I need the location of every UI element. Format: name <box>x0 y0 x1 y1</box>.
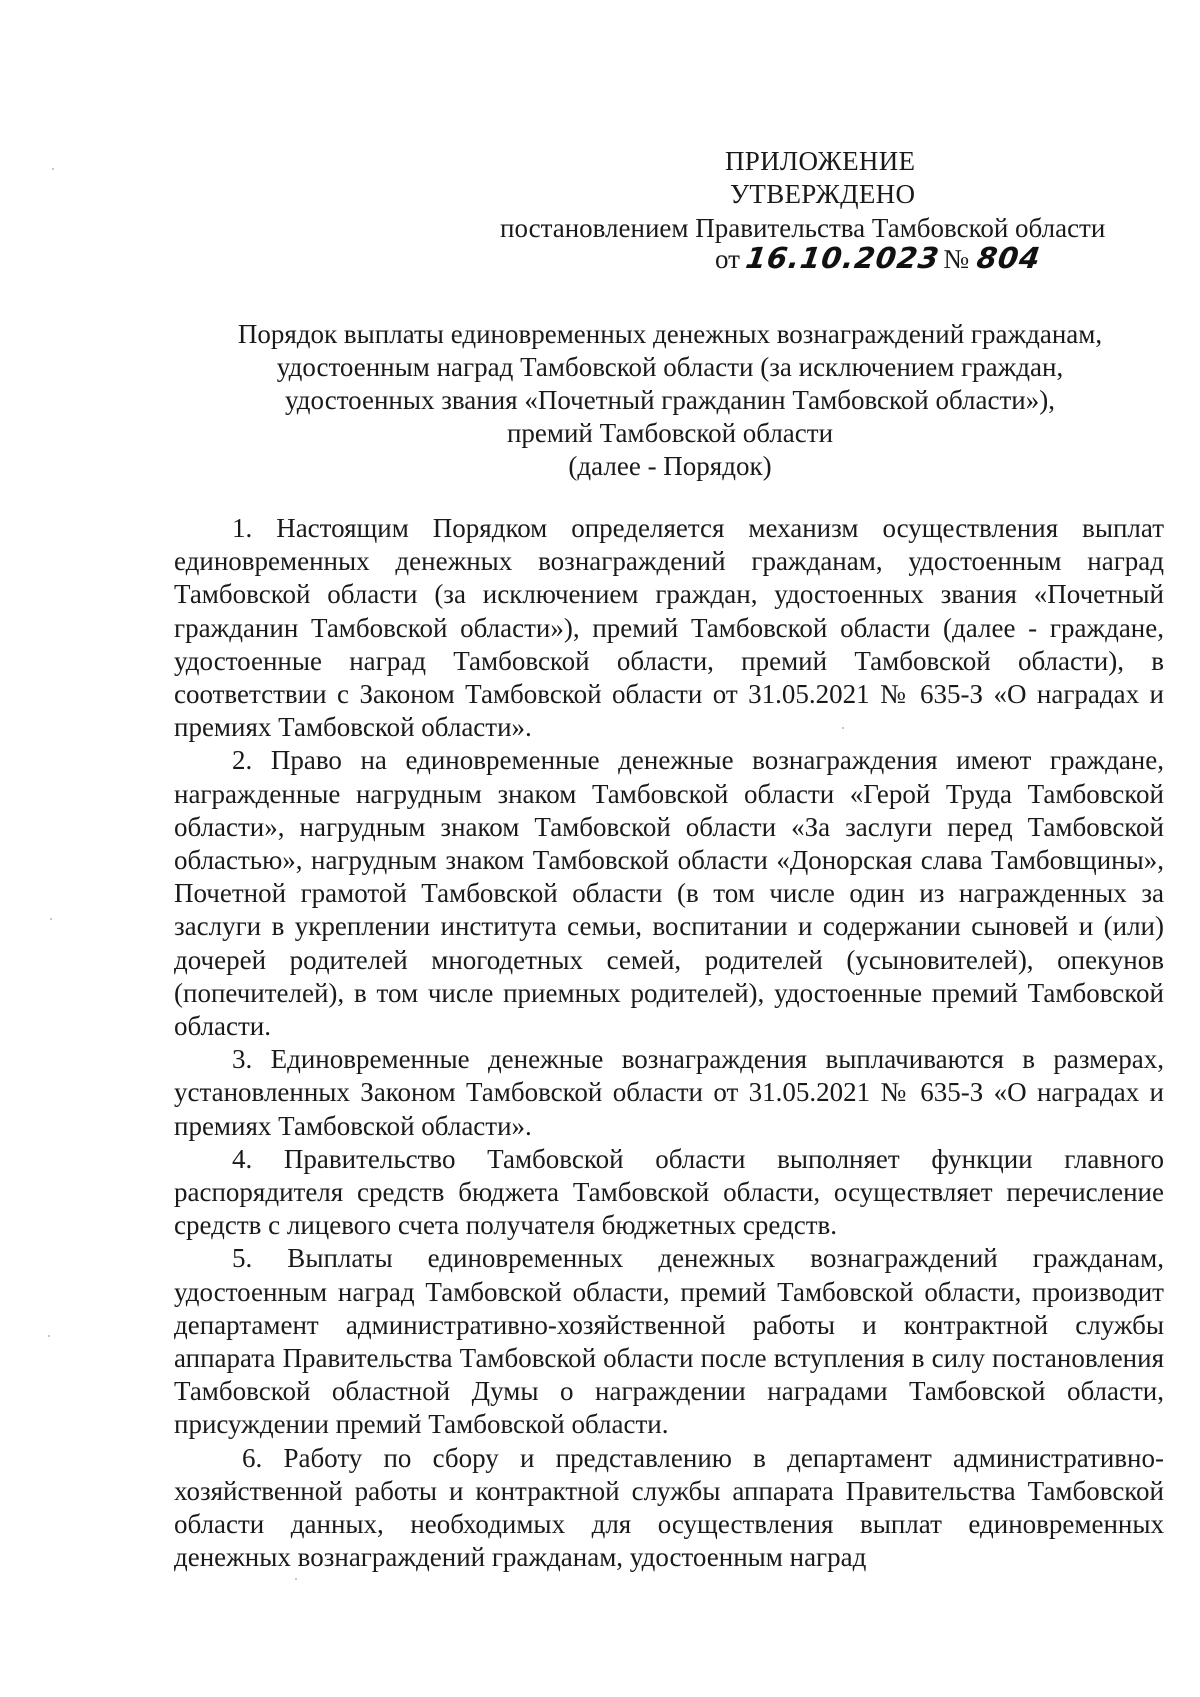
document-title <box>170 318 1170 483</box>
handwritten-number: 804 <box>974 241 1044 275</box>
paragraph-2: 2. Право на единовременные денежные вознаграждения имеют граждане, награжденные нагрудным знаком Тамбовской области «Герой Труда Тамбовской области», нагрудным знаком Тамбовской области «За заслуги перед Тамбовской областью», нагрудным знаком Тамбовской области «Донорская слава Тамбовщины», Почетной грамотой Тамбовской области (в том числе один из награжденных за заслуги в укреплении института семьи, воспитании и содержании сыновей и (или) дочерей родителей многодетных семей, родителей (усыновителей), опекунов (попечителей), в том числе приемных родителей), удостоенные премий Тамбовской области. <box>174 745 1164 1042</box>
scan-speck <box>52 168 54 170</box>
approved-label: УТВЕРЖДЕНО <box>730 179 916 209</box>
title-line: премий Тамбовской области <box>506 418 834 448</box>
decree-date-line <box>715 240 1044 277</box>
title-line: удостоенным наград Тамбовской области (за исключением граждан, <box>276 352 1064 382</box>
title-line: (далее - Порядок) <box>568 451 772 481</box>
paragraph-3: 3. Единовременные денежные вознаграждения выплачиваются в размерах, установленных Законом Тамбовской области от 31.05.2021 № 635-З «О наградах и премиях Тамбовской области». <box>174 1044 1164 1141</box>
number-sign: № <box>943 244 970 274</box>
scan-speck <box>842 727 844 729</box>
decree-line: постановлением Правительства Тамбовской области <box>500 213 1106 243</box>
appendix-label: ПРИЛОЖЕНИЕ <box>725 146 916 176</box>
paragraph-1: 1. Настоящим Порядком определяется механизм осуществления выплат единовременных денежных вознаграждений гражданам, удостоенным наград Тамбовской области (за исключением граждан, удостоенных звания «Почетный гражданин Тамбовской области»), премий Тамбовской области (далее - граждане, удостоенные наград Тамбовской области, премий Тамбовской области), в соответствии с Законом Тамбовской области от 31.05.2021 № 635-З «О наградах и премиях Тамбовской области». <box>174 513 1164 743</box>
date-prefix: от <box>715 244 740 274</box>
scan-speck <box>50 918 52 920</box>
title-line: удостоенных звания «Почетный гражданин Тамбовской области»), <box>285 385 1055 415</box>
paragraph-4: 4. Правительство Тамбовской области выполняет функции главного распорядителя средств бюджета Тамбовской области, осуществляет перечисление средств с лицевого счета получателя бюджетных средств. <box>174 1143 1164 1241</box>
title-line: Порядок выплаты единовременных денежных вознаграждений гражданам, <box>237 319 1103 349</box>
paragraph-6: 6. Работу по сбору и представлению в департамент административно-хозяйственной работы и контрактной службы аппарата Правительства Тамбовской области данных, необходимых для осуществления выплат единовременных денежных вознаграждений гражданам, удостоенным наград <box>174 1442 1164 1573</box>
document-body <box>174 512 1164 1575</box>
scan-speck <box>295 1578 297 1580</box>
paragraph-5: 5. Выплаты единовременных денежных вознаграждений гражданам, удостоенным наград Тамбовской области, премий Тамбовской области, производит департамент административно-хозяйственной работы и контрактной службы аппарата Правительства Тамбовской области после вступления в силу постановления Тамбовской областной Думы о награждении наградами Тамбовской области, присуждении премий Тамбовской области. <box>174 1243 1164 1440</box>
handwritten-date: 16.10.2023 <box>743 241 942 275</box>
scan-speck <box>48 1335 50 1337</box>
